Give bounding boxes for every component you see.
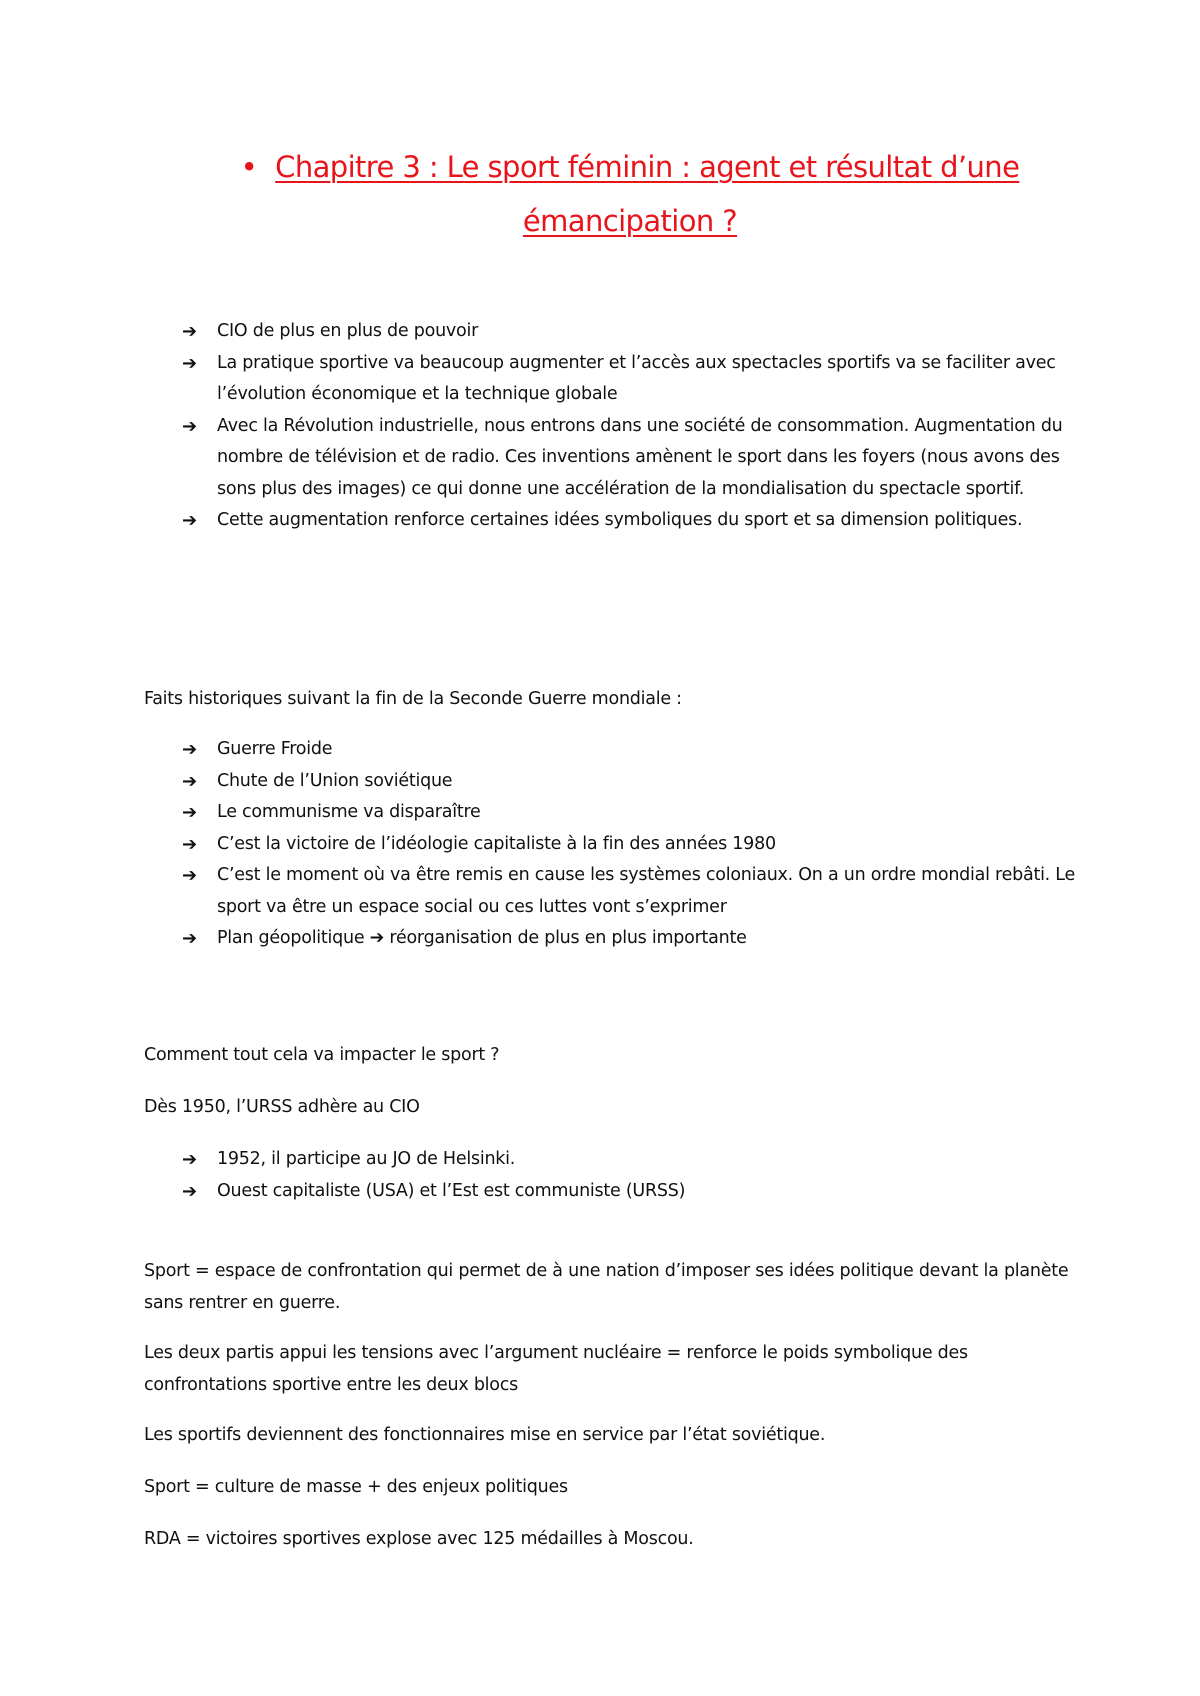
list-item-text: Ouest capitaliste (USA) et l’Est est communiste (URSS) bbox=[217, 1180, 686, 1201]
body-paragraph: Sport = culture de masse + des enjeux politiques bbox=[144, 1477, 568, 1497]
arrow-icon: ➔ bbox=[182, 352, 197, 374]
list-item-text: La pratique sportive va beaucoup augmenter et l’accès aux spectacles sportifs va se faciliter avec l’évolution économique et la technique globale bbox=[217, 352, 1056, 404]
list-item bbox=[182, 766, 1077, 798]
arrow-icon: ➔ bbox=[182, 1180, 197, 1202]
arrow-icon: ➔ bbox=[182, 415, 197, 437]
body-paragraph: Les sportifs deviennent des fonctionnaires mise en service par l’état soviétique. bbox=[144, 1425, 826, 1445]
arrow-icon: ➔ bbox=[182, 1149, 197, 1170]
list-item bbox=[182, 797, 1077, 829]
title-bullet: • bbox=[240, 150, 258, 184]
list-item bbox=[182, 829, 1077, 861]
list-item bbox=[182, 316, 1077, 348]
list-item bbox=[182, 411, 1077, 506]
arrow-icon: ➔ bbox=[182, 510, 197, 531]
arrow-icon: ➔ bbox=[182, 833, 197, 855]
list-item bbox=[182, 734, 1077, 766]
list-item-text: Le communisme va disparaître bbox=[217, 802, 481, 822]
arrow-icon: ➔ bbox=[182, 770, 197, 792]
body-paragraph: Sport = espace de confrontation qui permet de à une nation d’imposer ses idées politique devant la planète sans rentrer en guerre. bbox=[144, 1261, 1069, 1313]
list-item-text: Cette augmentation renforce certaines idées symboliques du sport et sa dimension politiques. bbox=[217, 510, 1023, 530]
list-item bbox=[182, 1144, 1077, 1176]
list-item bbox=[182, 348, 1077, 411]
list-item-text: CIO de plus en plus de pouvoir bbox=[217, 321, 479, 341]
list-item bbox=[182, 505, 1077, 537]
question-paragraph: Comment tout cela va impacter le sport ? bbox=[144, 1045, 500, 1065]
list-item-text: C’est la victoire de l’idéologie capitaliste à la fin des années 1980 bbox=[217, 833, 776, 854]
section-heading-history: Faits historiques suivant la fin de la Seconde Guerre mondiale : bbox=[144, 689, 682, 709]
list-item-text: C’est le moment où va être remis en cause les systèmes coloniaux. On a un ordre mondial rebâti. Le sport va être un espace social ou ces luttes vont s’exprimer bbox=[217, 865, 1076, 917]
list-item-text: Guerre Froide bbox=[217, 739, 333, 759]
list-item-text: Avec la Révolution industrielle, nous entrons dans une société de consommation. Augmentation du nombre de télévision et de radio. Ces inventions amènent le sport dans les foyers (nous avons des sons plus des images) ce qui donne une accélération de la mondialisation du spectacle sportif. bbox=[217, 415, 1063, 499]
body-paragraph: RDA = victoires sportives explose avec 125 médailles à Moscou. bbox=[144, 1529, 694, 1549]
list-item bbox=[182, 923, 1077, 955]
history-arrow-list bbox=[182, 734, 1077, 955]
urss-paragraph: Dès 1950, l’URSS adhère au CIO bbox=[144, 1097, 420, 1117]
list-item-text: Chute de l’Union soviétique bbox=[217, 770, 453, 791]
arrow-icon: ➔ bbox=[182, 739, 197, 760]
chapter-title bbox=[180, 140, 1080, 248]
arrow-icon: ➔ bbox=[182, 802, 197, 823]
list-item-text: 1952, il participe au JO de Helsinki. bbox=[217, 1149, 516, 1169]
urss-arrow-list bbox=[182, 1144, 1077, 1207]
arrow-icon: ➔ bbox=[182, 865, 197, 886]
chapter-title-text: Chapitre 3 : Le sport féminin : agent et résultat d’une émancipation ? bbox=[275, 150, 1020, 238]
body-paragraph: Les deux partis appui les tensions avec l’argument nucléaire = renforce le poids symbolique des confrontations sportive entre les deux blocs bbox=[144, 1343, 968, 1395]
list-item-text: Plan géopolitique ➔ réorganisation de plus en plus importante bbox=[217, 928, 747, 948]
arrow-icon: ➔ bbox=[182, 928, 197, 949]
intro-arrow-list bbox=[182, 316, 1077, 537]
arrow-icon: ➔ bbox=[182, 321, 197, 342]
list-item bbox=[182, 1176, 1077, 1208]
list-item bbox=[182, 860, 1077, 923]
